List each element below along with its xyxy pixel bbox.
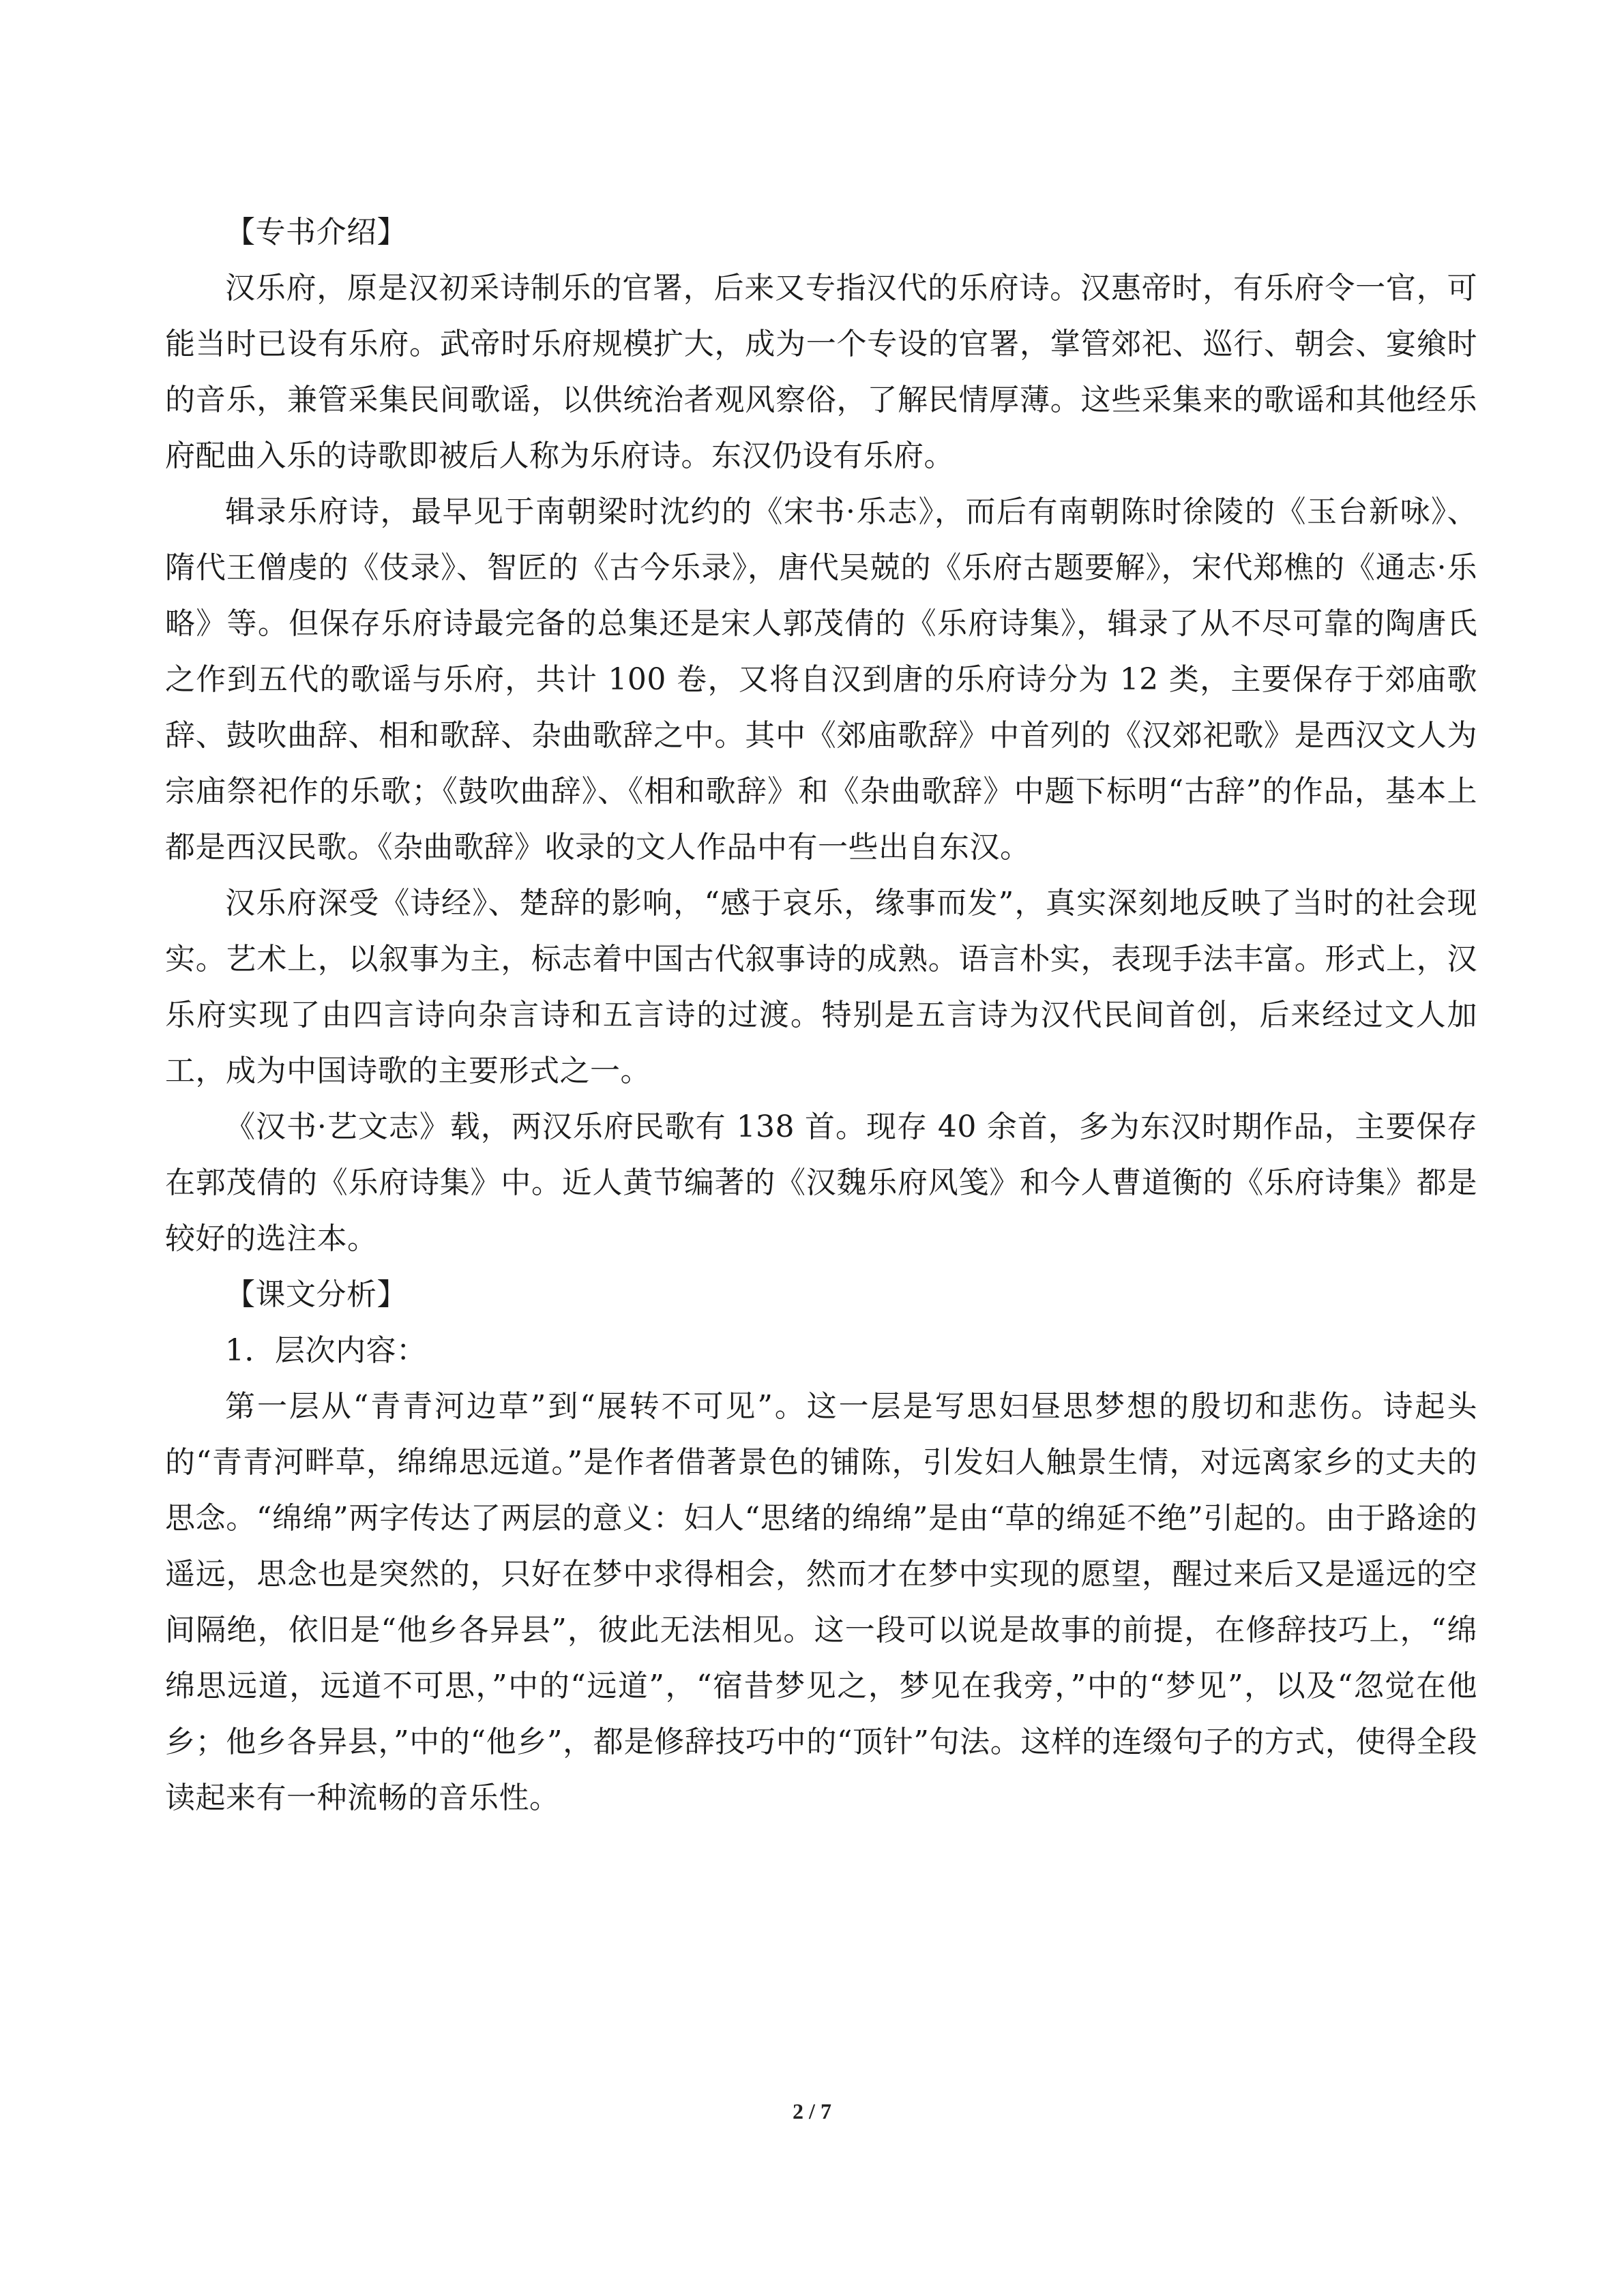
section-heading-text-analysis: 【课文分析】 (225, 1277, 407, 1312)
intro-paragraph-1: 汉乐府，原是汉初采诗制乐的官署，后来又专指汉代的乐府诗。汉惠帝时，有乐府令一官，可能当时已设有乐府。武帝时乐府规模扩大，成为一个专设的官署，掌管郊祀、巡行、朝会、宴飨时的音乐，兼管采集民间歌谣，以供统治者观风察俗，了解民情厚薄。这些采集来的歌谣和其他经乐府配曲入乐的诗歌即被后人称为乐府诗。东汉仍设有乐府。 (165, 271, 1477, 473)
intro-paragraph-4: 《汉书·艺文志》载，两汉乐府民歌有 138 首。现存 40 余首，多为东汉时期作品，主要保存在郭茂倩的《乐府诗集》中。近人黄节编著的《汉魏乐府风笺》和今人曹道衡的《乐府诗集》都是较好的选注本。 (165, 1109, 1477, 1256)
analysis-paragraph-1: 第一层从“青青河边草”到“展转不可见”。这一层是写思妇昼思梦想的殷切和悲伤。诗起头的“青青河畔草，绵绵思远道。”是作者借著景色的铺陈，引发妇人触景生情，对远离家乡的丈夫的思念。“绵绵”两字传达了两层的意义：妇人“思绪的绵绵”是由“草的绵延不绝”引起的。由于路途的遥远，思念也是突然的，只好在梦中求得相会，然而才在梦中实现的愿望，醒过来后又是遥远的空间隔绝，依旧是“他乡各异县”，彼此无法相见。这一段可以说是故事的前提，在修辞技巧上，“绵绵思远道，远道不可思，”中的“远道”，“宿昔梦见之，梦见在我旁，”中的“梦见”，以及“忽觉在他乡；他乡各异县，”中的“他乡”，都是修辞技巧中的“顶针”句法。这样的连缀句子的方式，使得全段读起来有一种流畅的音乐性。 (165, 1389, 1478, 1815)
intro-paragraph-3: 汉乐府深受《诗经》、楚辞的影响，“感于哀乐，缘事而发”，真实深刻地反映了当时的社会现实。艺术上，以叙事为主，标志着中国古代叙事诗的成熟。语言朴实，表现手法丰富。形式上，汉乐府实现了由四言诗向杂言诗和五言诗的过渡。特别是五言诗为汉代民间首创，后来经过文人加工，成为中国诗歌的主要形式之一。 (165, 886, 1477, 1088)
page-content (165, 205, 1477, 1826)
section-heading-book-intro: 【专书介绍】 (225, 215, 407, 250)
page-number: 2 / 7 (793, 2099, 831, 2123)
subsection-heading-levels: 1．层次内容： (225, 1333, 427, 1368)
intro-paragraph-2: 辑录乐府诗，最早见于南朝梁时沈约的《宋书·乐志》，而后有南朝陈时徐陵的《玉台新咏》、隋代王僧虔的《伎录》、智匠的《古今乐录》，唐代吴兢的《乐府古题要解》，宋代郑樵的《通志·乐略》等。但保存乐府诗最完备的总集还是宋人郭茂倩的《乐府诗集》，辑录了从不尽可靠的陶唐氏之作到五代的歌谣与乐府，共计 100 卷，又将自汉到唐的乐府诗分为 12 类，主要保存于郊庙歌辞、鼓吹曲辞、相和歌辞、杂曲歌辞之中。其中《郊庙歌辞》中首列的《汉郊祀歌》是西汉文人为宗庙祭祀作的乐歌；《鼓吹曲辞》、《相和歌辞》和《杂曲歌辞》中题下标明“古辞”的作品，基本上都是西汉民歌。《杂曲歌辞》收录的文人作品中有一些出自东汉。 (165, 494, 1477, 865)
